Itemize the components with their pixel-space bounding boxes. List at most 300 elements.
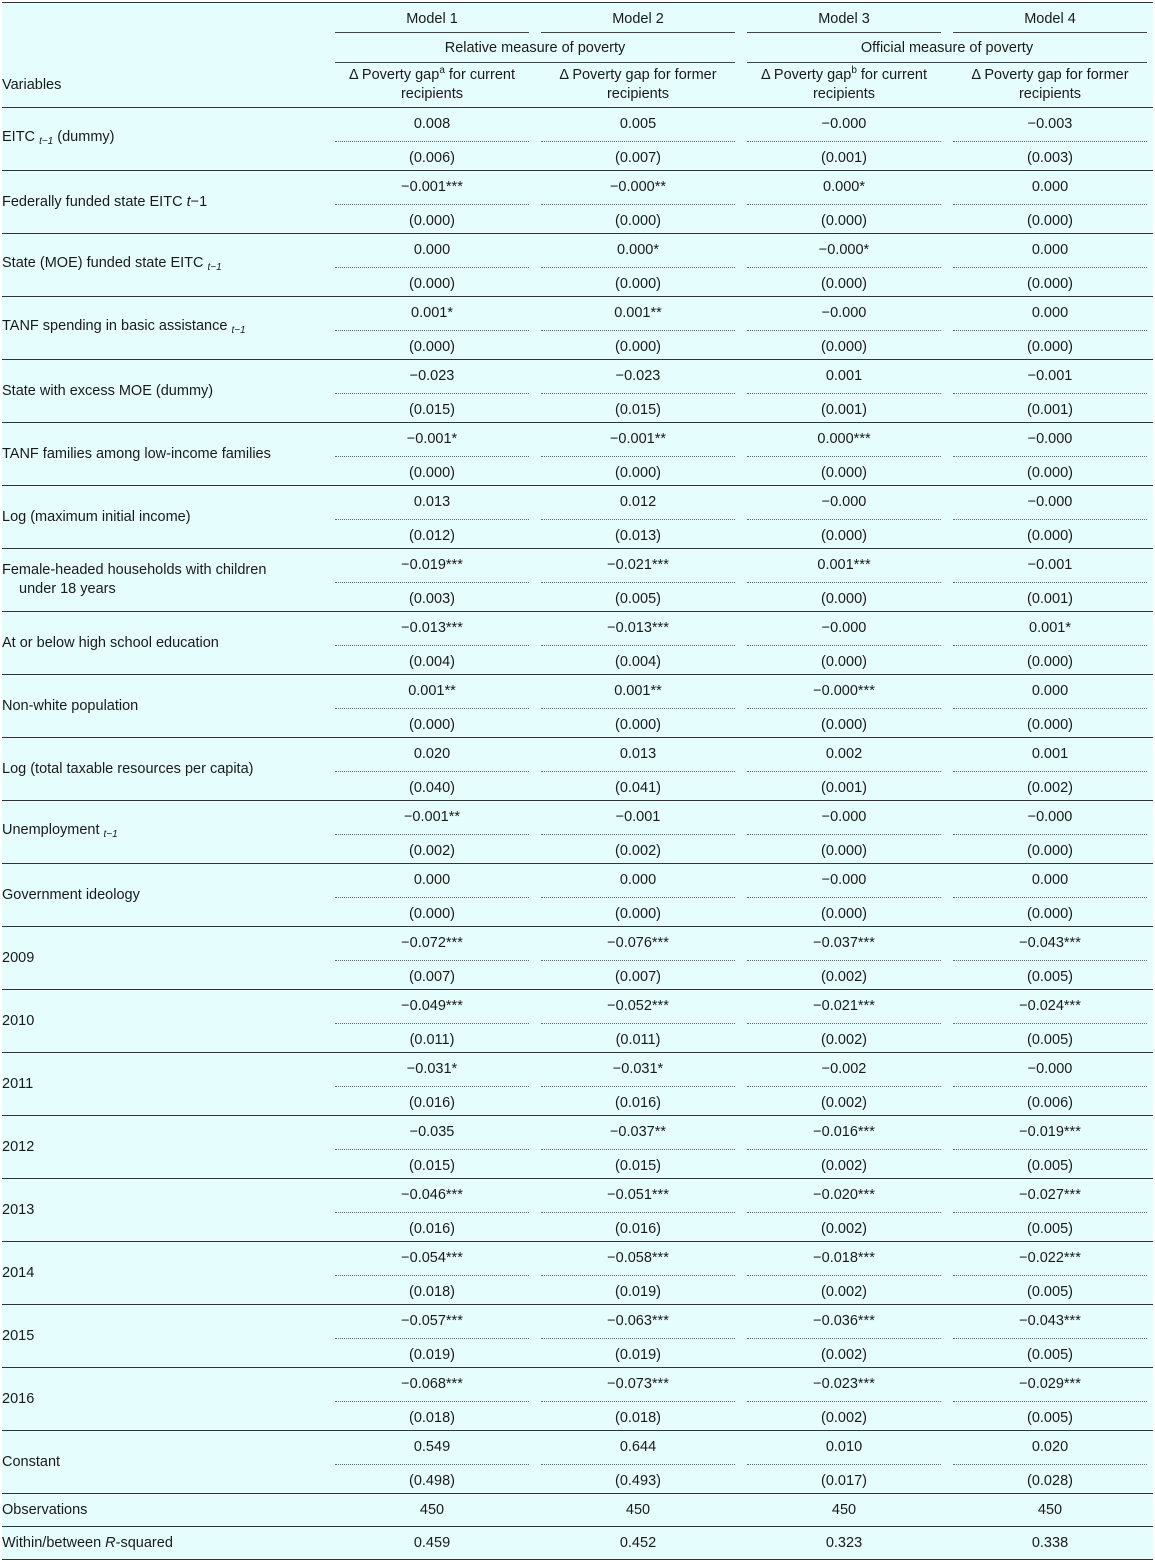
standard-error-cell: [947, 1273, 1153, 1305]
coefficient-cell: [329, 423, 535, 455]
standard-error-cell: [741, 1336, 947, 1368]
coefficient-cell: [947, 549, 1153, 581]
coefficient-cell: [535, 1368, 741, 1400]
coefficient-cell: [535, 234, 741, 266]
coefficient-value: −0.000: [1027, 808, 1073, 825]
coefficient-cell: [329, 927, 535, 959]
variable-label: [2, 234, 329, 297]
coefficient-value: 0.000*: [617, 241, 659, 258]
standard-error-value: (0.004): [541, 645, 735, 672]
coefficient-cell: [947, 423, 1153, 455]
standard-error-cell: [535, 706, 741, 738]
coefficient-cell: [329, 549, 535, 581]
coefficient-cell: [741, 801, 947, 833]
standard-error-cell: [535, 769, 741, 801]
standard-error-value: (0.002): [953, 771, 1147, 798]
standard-error-cell: [535, 1021, 741, 1053]
standard-error-cell: [329, 1399, 535, 1431]
variable-label: [2, 549, 329, 612]
coefficient-cell: [947, 486, 1153, 518]
coefficient-value: −0.019***: [1019, 1123, 1081, 1140]
coefficient-cell: [947, 1305, 1153, 1337]
standard-error-cell: [535, 1462, 741, 1494]
coefficient-cell: [329, 171, 535, 203]
coefficient-cell: [947, 801, 1153, 833]
coefficient-cell: [947, 1368, 1153, 1400]
coefficient-cell: [535, 171, 741, 203]
model-4-header: Model 4: [953, 4, 1147, 33]
standard-error-value: (0.002): [747, 1023, 941, 1050]
coefficient-row: [2, 1431, 1153, 1463]
standard-error-cell: [947, 1084, 1153, 1116]
coefficient-cell: [947, 108, 1153, 140]
coefficient-cell: [329, 1116, 535, 1148]
standard-error-value: (0.005): [953, 1023, 1147, 1050]
variable-label: [2, 612, 329, 675]
variable-label: [2, 1368, 329, 1431]
standard-error-value: (0.000): [953, 897, 1147, 924]
standard-error-cell: [535, 832, 741, 864]
standard-error-value: (0.028): [953, 1464, 1147, 1491]
standard-error-cell: [947, 202, 1153, 234]
variable-name-continued: under 18 years: [19, 581, 116, 597]
coefficient-value: −0.000: [1027, 1060, 1073, 1077]
coefficient-value: 0.008: [413, 115, 451, 132]
standard-error-value: (0.002): [747, 1275, 941, 1302]
coefficient-row: [2, 423, 1153, 455]
coefficient-value: −0.036***: [813, 1312, 875, 1329]
coefficient-value: 0.020: [1031, 1438, 1069, 1455]
coefficient-value: 0.001**: [408, 682, 456, 699]
standard-error-value: (0.000): [541, 897, 735, 924]
standard-error-cell: [741, 139, 947, 171]
standard-error-cell: [535, 1084, 741, 1116]
coefficient-cell: [535, 675, 741, 707]
coefficient-value: 0.000: [619, 871, 657, 888]
standard-error-cell: [741, 643, 947, 675]
coefficient-value: −0.000*: [818, 241, 870, 258]
standard-error-value: (0.000): [541, 456, 735, 483]
coefficient-value: −0.043***: [1019, 934, 1081, 951]
coefficient-value: 0.000: [1031, 178, 1069, 195]
coefficient-cell: [741, 423, 947, 455]
standard-error-cell: [741, 895, 947, 927]
standard-error-value: (0.000): [335, 204, 529, 231]
standard-error-cell: [329, 895, 535, 927]
coefficient-value: 0.013: [619, 745, 657, 762]
standard-error-value: (0.000): [953, 204, 1147, 231]
standard-error-value: (0.001): [747, 393, 941, 420]
coefficient-value: 0.002: [825, 745, 863, 762]
standard-error-value: (0.013): [541, 519, 735, 546]
coefficient-cell: [535, 360, 741, 392]
coefficient-cell: [535, 297, 741, 329]
coefficient-row: [2, 549, 1153, 581]
coefficient-value: −0.023: [409, 367, 455, 384]
coefficient-value: −0.000: [821, 619, 867, 636]
coefficient-cell: [741, 1305, 947, 1337]
coefficient-value: −0.000**: [609, 178, 667, 195]
standard-error-cell: [535, 454, 741, 486]
column-desc-text: Δ Poverty gap: [349, 67, 440, 83]
coefficient-row: [2, 297, 1153, 329]
coefficient-value: 0.000***: [817, 430, 871, 447]
coefficient-value: −0.073***: [607, 1375, 669, 1392]
coefficient-value: −0.018***: [813, 1249, 875, 1266]
standard-error-cell: [329, 1147, 535, 1179]
lag-subscript: t−1: [231, 324, 246, 336]
standard-error-cell: [535, 1147, 741, 1179]
variable-name: 2010: [2, 1012, 35, 1029]
coefficient-value: −0.058***: [607, 1249, 669, 1266]
statistic-value: 0.323: [825, 1535, 863, 1551]
coefficient-cell: [535, 801, 741, 833]
standard-error-cell: [329, 1021, 535, 1053]
coefficient-row: [2, 990, 1153, 1022]
coefficient-cell: [329, 360, 535, 392]
standard-error-value: (0.018): [541, 1401, 735, 1428]
coefficient-value: −0.046***: [401, 1186, 463, 1203]
coefficient-value: −0.000: [821, 808, 867, 825]
variable-name: State with excess MOE (dummy): [2, 382, 214, 399]
coefficient-value: 0.000: [413, 241, 451, 258]
coefficient-value: −0.003: [1027, 115, 1073, 132]
standard-error-cell: [741, 517, 947, 549]
model-2-header: Model 2: [541, 4, 735, 33]
relative-measure-header: Relative measure of poverty: [335, 34, 735, 63]
coefficient-cell: [741, 1368, 947, 1400]
coefficient-row: [2, 1179, 1153, 1211]
standard-error-cell: [329, 139, 535, 171]
coefficient-cell: [535, 927, 741, 959]
standard-error-value: (0.002): [747, 960, 941, 987]
standard-error-cell: [741, 265, 947, 297]
standard-error-cell: [947, 1399, 1153, 1431]
standard-error-cell: [741, 391, 947, 423]
coefficient-cell: [741, 612, 947, 644]
variable-name: 2012: [2, 1138, 35, 1155]
variables-header: Variables: [2, 76, 62, 93]
variable-label: [2, 360, 329, 423]
standard-error-value: (0.019): [335, 1338, 529, 1365]
variable-label: [2, 1305, 329, 1368]
coefficient-cell: [535, 612, 741, 644]
variable-name: Log (maximum initial income): [2, 508, 191, 525]
standard-error-cell: [741, 832, 947, 864]
coefficient-value: 0.001**: [614, 304, 662, 321]
coefficient-value: −0.052***: [607, 997, 669, 1014]
coefficient-row: [2, 1368, 1153, 1400]
standard-error-value: (0.040): [335, 771, 529, 798]
coefficient-value: −0.000: [821, 871, 867, 888]
standard-error-cell: [535, 1336, 741, 1368]
standard-error-cell: [329, 1336, 535, 1368]
variable-label: [2, 1116, 329, 1179]
coefficient-cell: [947, 297, 1153, 329]
standard-error-cell: [947, 1210, 1153, 1242]
standard-error-value: (0.000): [747, 330, 941, 357]
variable-label: [2, 738, 329, 801]
coefficient-cell: [741, 675, 947, 707]
coefficient-value: −0.000***: [813, 682, 875, 699]
coefficient-cell: [329, 612, 535, 644]
standard-error-cell: [329, 328, 535, 360]
column-desc-text: Δ Poverty gap for former recipients: [559, 67, 717, 102]
measure-header-row: [2, 34, 1153, 63]
footnote-marker: a: [439, 65, 445, 77]
statistic-name: Observations: [2, 1502, 88, 1518]
coefficient-row: [2, 234, 1153, 266]
standard-error-cell: [329, 1462, 535, 1494]
coefficient-value: −0.063***: [607, 1312, 669, 1329]
coefficient-value: 0.001*: [1029, 619, 1071, 636]
official-measure-header: Official measure of poverty: [747, 34, 1147, 63]
coefficient-value: −0.002: [821, 1060, 867, 1077]
standard-error-value: (0.007): [541, 141, 735, 168]
standard-error-cell: [947, 454, 1153, 486]
coefficient-value: −0.051***: [607, 1186, 669, 1203]
coefficient-value: 0.000*: [823, 178, 865, 195]
variable-name: 2011: [2, 1075, 34, 1092]
coefficient-value: 0.001*: [411, 304, 453, 321]
coefficient-value: 0.001***: [817, 556, 871, 573]
coefficient-value: −0.001: [615, 808, 661, 825]
standard-error-cell: [535, 328, 741, 360]
standard-error-cell: [947, 958, 1153, 990]
standard-error-cell: [329, 1273, 535, 1305]
coefficient-row: [2, 1116, 1153, 1148]
standard-error-cell: [535, 391, 741, 423]
statistic-value: 450: [419, 1502, 445, 1518]
standard-error-cell: [329, 1210, 535, 1242]
coefficient-value: 0.013: [413, 493, 451, 510]
lag-subscript: t−1: [103, 828, 118, 840]
standard-error-cell: [535, 895, 741, 927]
variable-name: State (MOE) funded state EITC: [2, 254, 204, 271]
standard-error-cell: [535, 1399, 741, 1431]
coefficient-value: −0.001**: [609, 430, 667, 447]
variable-label: [2, 927, 329, 990]
standard-error-value: (0.001): [953, 393, 1147, 420]
standard-error-cell: [329, 517, 535, 549]
coefficient-cell: [329, 1179, 535, 1211]
coefficient-cell: [947, 990, 1153, 1022]
coefficient-cell: [329, 1053, 535, 1085]
variable-label: [2, 1053, 329, 1116]
coefficient-value: 0.001**: [614, 682, 662, 699]
variable-label: [2, 297, 329, 360]
standard-error-value: (0.004): [335, 645, 529, 672]
statistic-value: 0.459: [413, 1535, 451, 1551]
standard-error-value: (0.011): [541, 1023, 735, 1050]
coefficient-value: −0.020***: [813, 1186, 875, 1203]
coefficient-cell: [329, 234, 535, 266]
coefficient-cell: [535, 486, 741, 518]
standard-error-cell: [535, 1210, 741, 1242]
standard-error-value: (0.498): [335, 1464, 529, 1491]
coefficient-cell: [947, 1179, 1153, 1211]
standard-error-value: (0.002): [541, 834, 735, 861]
standard-error-value: (0.000): [953, 519, 1147, 546]
standard-error-value: (0.002): [747, 1401, 941, 1428]
variable-label: [2, 423, 329, 486]
coefficient-row: [2, 864, 1153, 896]
coefficient-cell: [947, 1431, 1153, 1463]
standard-error-cell: [535, 958, 741, 990]
standard-error-value: (0.493): [541, 1464, 735, 1491]
standard-error-value: (0.000): [335, 330, 529, 357]
coefficient-value: −0.023***: [813, 1375, 875, 1392]
coefficient-value: −0.013***: [607, 619, 669, 636]
coefficient-value: −0.043***: [1019, 1312, 1081, 1329]
column-desc-1: [329, 63, 535, 108]
coefficient-cell: [947, 360, 1153, 392]
footnote-marker: b: [851, 65, 857, 77]
coefficient-value: −0.021***: [607, 556, 669, 573]
coefficient-cell: [535, 108, 741, 140]
table-body: [2, 108, 1153, 1560]
standard-error-value: (0.001): [953, 582, 1147, 609]
statistic-value: 0.452: [619, 1535, 657, 1551]
standard-error-value: (0.006): [335, 141, 529, 168]
coefficient-cell: [741, 297, 947, 329]
coefficient-value: −0.027***: [1019, 1186, 1081, 1203]
standard-error-cell: [741, 1462, 947, 1494]
standard-error-value: (0.016): [541, 1086, 735, 1113]
coefficient-cell: [741, 108, 947, 140]
coefficient-cell: [535, 423, 741, 455]
variable-name: At or below high school education: [2, 634, 219, 651]
coefficient-cell: [741, 1431, 947, 1463]
variable-name: Federally funded state EITC: [2, 193, 183, 210]
coefficient-row: [2, 486, 1153, 518]
standard-error-cell: [741, 454, 947, 486]
lag-subscript: t−1: [39, 135, 54, 147]
coefficient-value: −0.029***: [1019, 1375, 1081, 1392]
coefficient-value: 0.549: [413, 1438, 451, 1455]
variable-name: 2013: [2, 1201, 35, 1218]
standard-error-value: (0.000): [953, 645, 1147, 672]
coefficient-cell: [329, 1368, 535, 1400]
regression-table: [2, 2, 1153, 1560]
coefficient-cell: [741, 1179, 947, 1211]
coefficient-value: 0.001: [825, 367, 863, 384]
coefficient-value: −0.024***: [1019, 997, 1081, 1014]
standard-error-cell: [741, 1210, 947, 1242]
statistic-value: 450: [625, 1502, 651, 1518]
standard-error-cell: [741, 1399, 947, 1431]
coefficient-cell: [947, 864, 1153, 896]
coefficient-value: 0.000: [413, 871, 451, 888]
coefficient-cell: [741, 171, 947, 203]
standard-error-value: (0.015): [335, 393, 529, 420]
standard-error-cell: [329, 265, 535, 297]
coefficient-value: 0.010: [825, 1438, 863, 1455]
column-desc-rest: for current recipients: [812, 67, 927, 102]
standard-error-cell: [329, 832, 535, 864]
standard-error-cell: [741, 769, 947, 801]
standard-error-cell: [535, 202, 741, 234]
statistic-value: 450: [831, 1502, 857, 1518]
coefficient-row: [2, 1305, 1153, 1337]
standard-error-value: (0.005): [953, 960, 1147, 987]
standard-error-cell: [741, 1273, 947, 1305]
standard-error-value: (0.005): [953, 1401, 1147, 1428]
standard-error-cell: [947, 1336, 1153, 1368]
coefficient-value: −0.000: [821, 493, 867, 510]
coefficient-cell: [329, 738, 535, 770]
coefficient-value: −0.000: [821, 115, 867, 132]
coefficient-value: −0.031*: [612, 1060, 664, 1077]
coefficient-value: −0.001*: [406, 430, 458, 447]
standard-error-value: (0.016): [541, 1212, 735, 1239]
standard-error-value: (0.000): [747, 456, 941, 483]
coefficient-value: −0.035: [409, 1123, 455, 1140]
standard-error-cell: [741, 958, 947, 990]
standard-error-value: (0.000): [747, 897, 941, 924]
standard-error-cell: [329, 706, 535, 738]
coefficient-cell: [535, 549, 741, 581]
standard-error-value: (0.000): [541, 330, 735, 357]
variable-name: Female-headed households with children: [2, 562, 267, 578]
coefficient-value: −0.001***: [401, 178, 463, 195]
coefficient-value: −0.001: [1027, 556, 1073, 573]
standard-error-value: (0.001): [747, 771, 941, 798]
standard-error-value: (0.041): [541, 771, 735, 798]
standard-error-value: (0.007): [541, 960, 735, 987]
variable-name: Unemployment: [2, 821, 100, 838]
variable-name: 2016: [2, 1390, 35, 1407]
standard-error-value: (0.001): [747, 141, 941, 168]
coefficient-value: −0.072***: [401, 934, 463, 951]
coefficient-value: −0.076***: [607, 934, 669, 951]
standard-error-value: (0.000): [335, 897, 529, 924]
standard-error-cell: [535, 643, 741, 675]
coefficient-row: [2, 801, 1153, 833]
variable-name: Log (total taxable resources per capita): [2, 760, 254, 777]
column-desc-2: [535, 63, 741, 108]
coefficient-cell: [741, 927, 947, 959]
standard-error-cell: [741, 328, 947, 360]
coefficient-cell: [947, 1242, 1153, 1274]
coefficient-value: 0.000: [1031, 304, 1069, 321]
coefficient-cell: [535, 1116, 741, 1148]
standard-error-value: (0.006): [953, 1086, 1147, 1113]
coefficient-cell: [329, 108, 535, 140]
standard-error-value: (0.000): [747, 204, 941, 231]
standard-error-cell: [947, 580, 1153, 612]
standard-error-cell: [535, 265, 741, 297]
variable-suffix: (dummy): [53, 128, 115, 145]
coefficient-value: −0.000: [1027, 430, 1073, 447]
standard-error-value: (0.000): [747, 519, 941, 546]
standard-error-cell: [947, 1462, 1153, 1494]
coefficient-cell: [741, 1242, 947, 1274]
coefficient-cell: [329, 1431, 535, 1463]
column-description-row: [2, 63, 1153, 108]
variable-name: TANF spending in basic assistance: [2, 317, 228, 334]
coefficient-cell: [535, 1242, 741, 1274]
variable-suffix: −1: [190, 193, 208, 210]
standard-error-cell: [947, 391, 1153, 423]
coefficient-cell: [947, 927, 1153, 959]
coefficient-cell: [329, 1305, 535, 1337]
standard-error-value: (0.015): [335, 1149, 529, 1176]
coefficient-value: −0.054***: [401, 1249, 463, 1266]
coefficient-cell: [535, 990, 741, 1022]
model-header-row: [2, 3, 1153, 35]
coefficient-value: −0.022***: [1019, 1249, 1081, 1266]
